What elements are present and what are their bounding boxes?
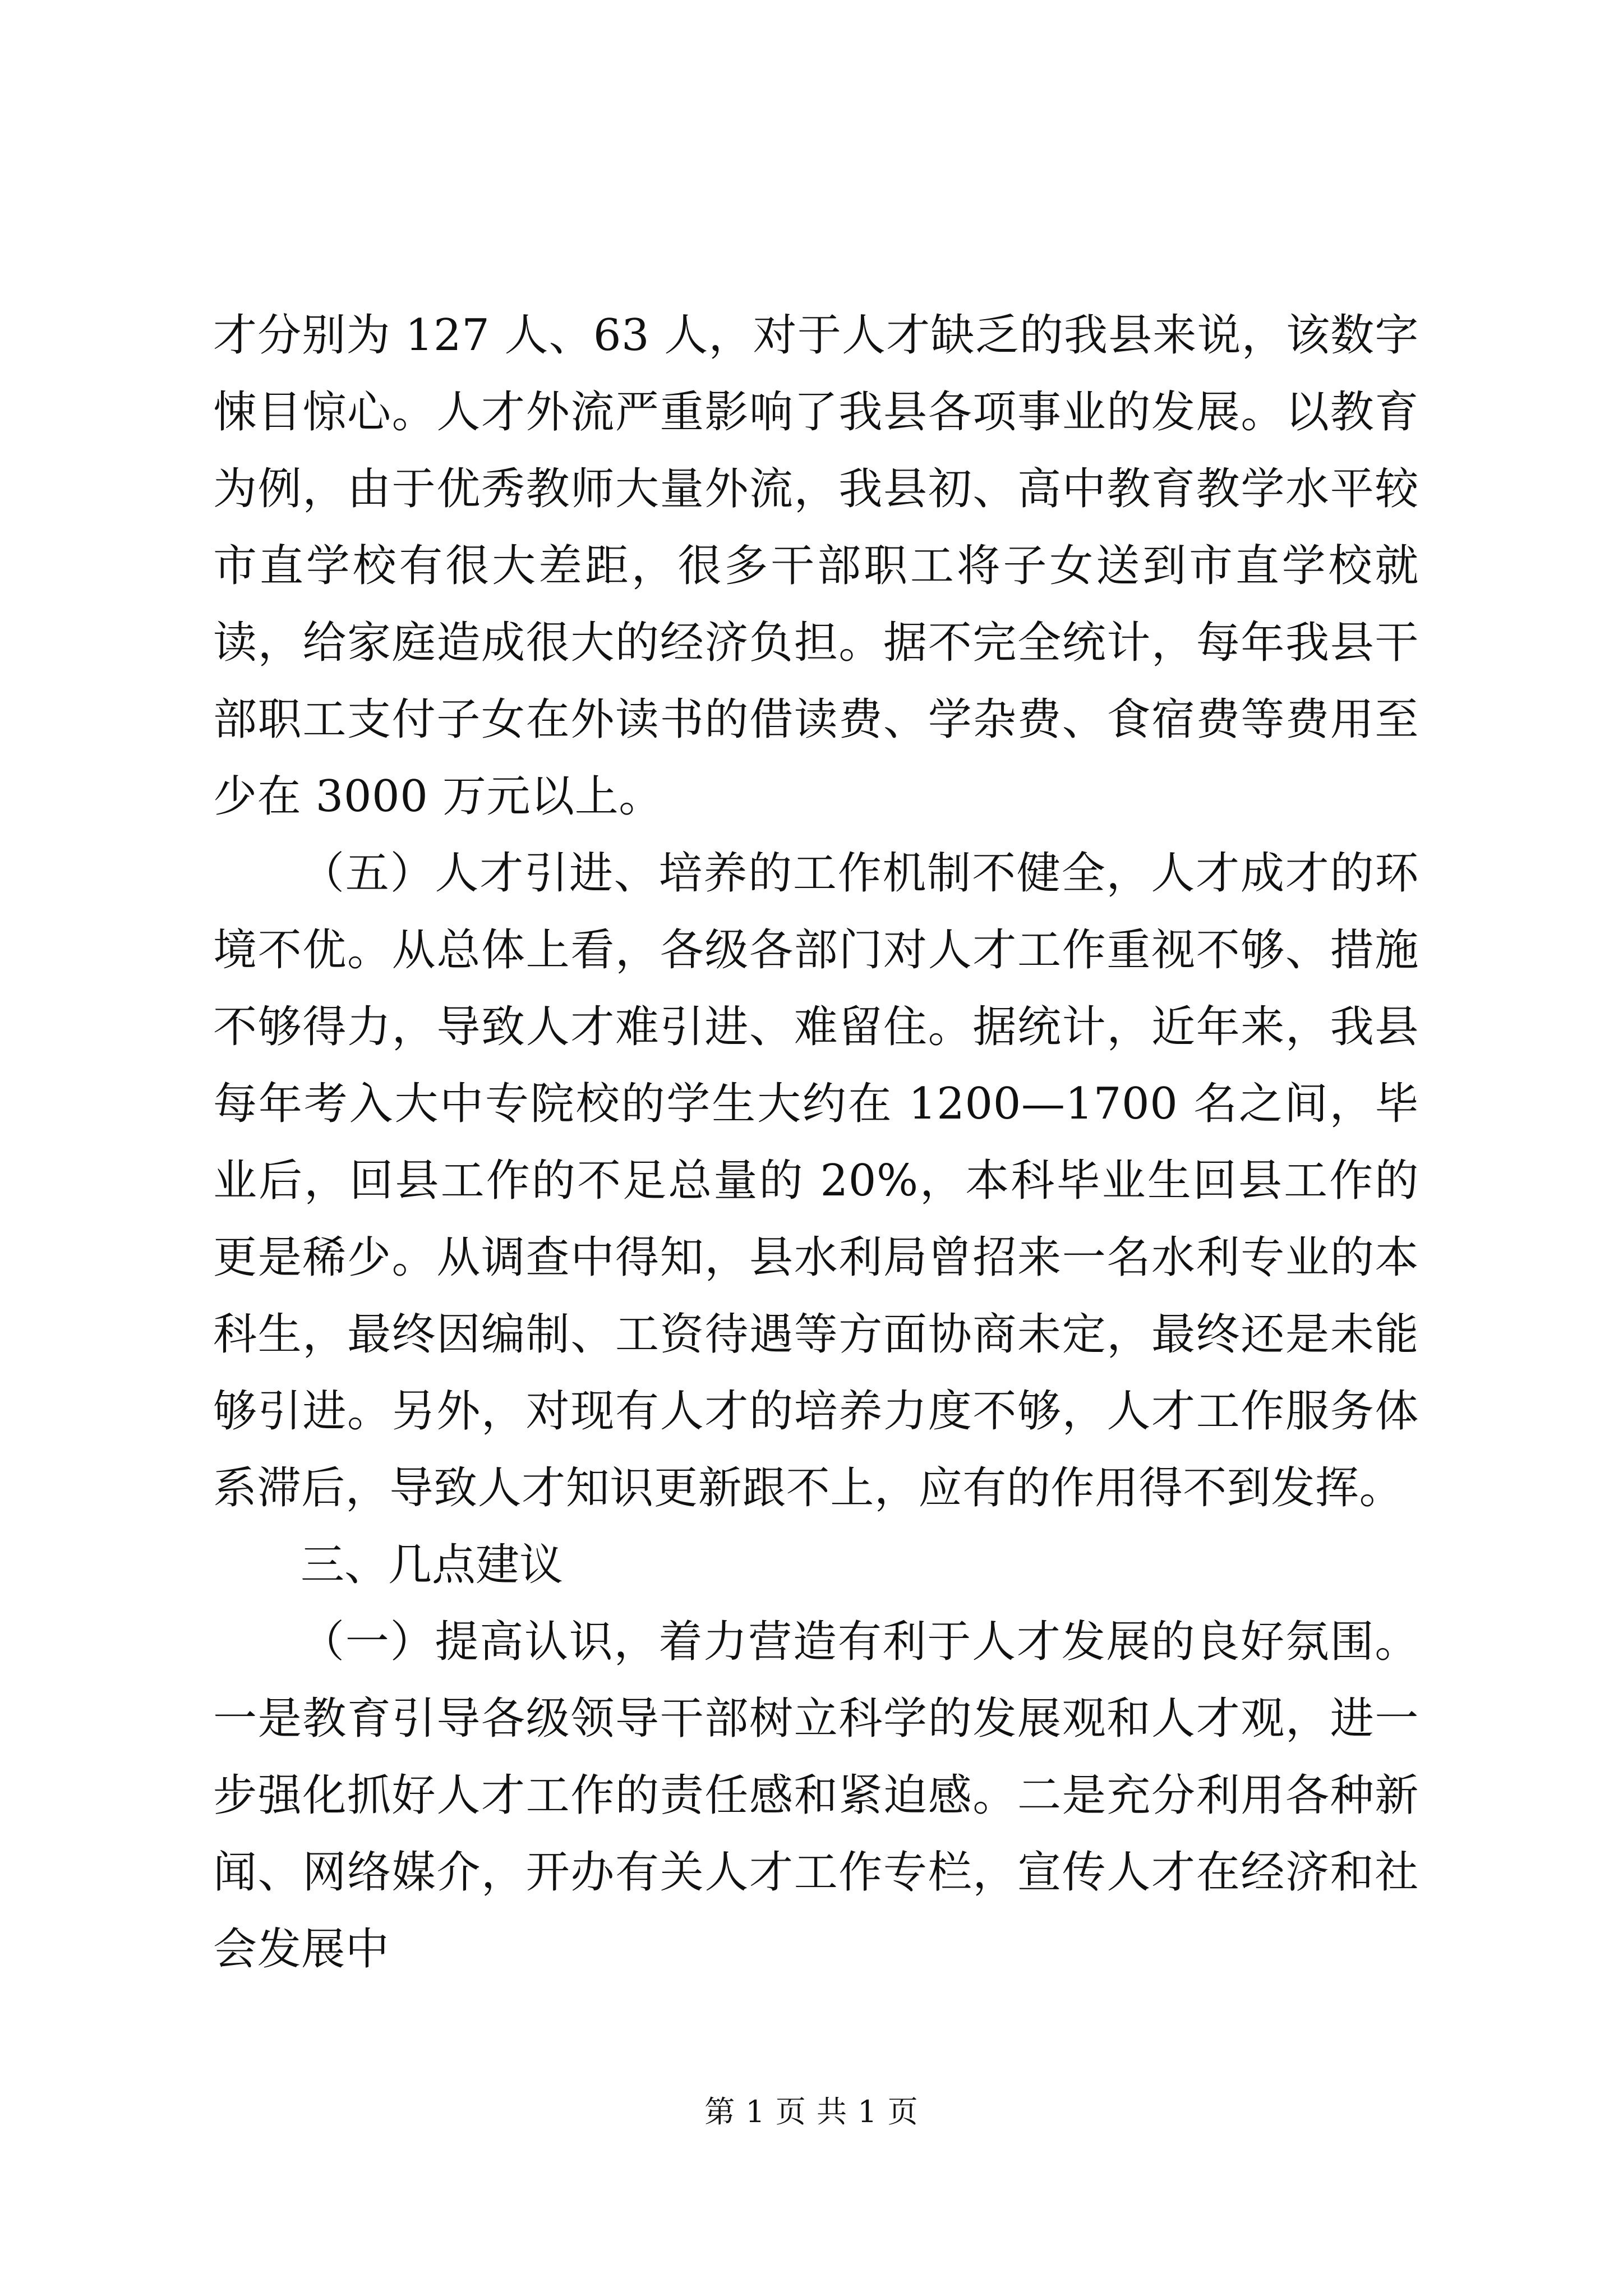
page-footer: 第 1 页 共 1 页 [704,2094,919,2129]
paragraph-suggestion-one: （一）提高认识，着力营造有利于人才发展的良好氛围。一是教育引导各级领导干部树立科学的发展观和人才观，进一步强化抓好人才工作的责任感和紧迫感。二是充分利用各种新闻、网络媒介，开办有关人才工作专栏，宣传人才在经济和社会发展中 [213,1617,1419,1975]
paragraph-mechanism: （五）人才引进、培养的工作机制不健全，人才成才的环境不优。从总体上看，各级各部门对人才工作重视不够、措施不够得力，导致人才难引进、难留住。据统计，近年来，我县每年考入大中专院校的学生大约在 1200—1700 名之间，毕业后，回县工作的不足总量的 20%，本科毕业生回县工作的更是稀少。从调查中得知，县水利局曾招来一名水利专业的本科生，最终因编制、工资待遇等方面协商未定，最终还是未能够引进。另外，对现有人才的培养力度不够，人才工作服务体系滞后，导致人才知识更新跟不上，应有的作用得不到发挥。 [213,848,1419,1513]
document-body [213,297,1419,1988]
paragraph-talent-outflow: 才分别为 127 人、63 人，对于人才缺乏的我县来说，该数字悚目惊心。人才外流严重影响了我县各项事业的发展。以教育为例，由于优秀教师大量外流，我县初、高中教育教学水平较市直学校有很大差距，很多干部职工将子女送到市直学校就读，给家庭造成很大的经济负担。据不完全统计，每年我县干部职工支付子女在外读书的借读费、学杂费、食宿费等费用至少在 3000 万元以上。 [213,310,1419,822]
section-heading-suggestions: 三、几点建议 [301,1540,564,1590]
